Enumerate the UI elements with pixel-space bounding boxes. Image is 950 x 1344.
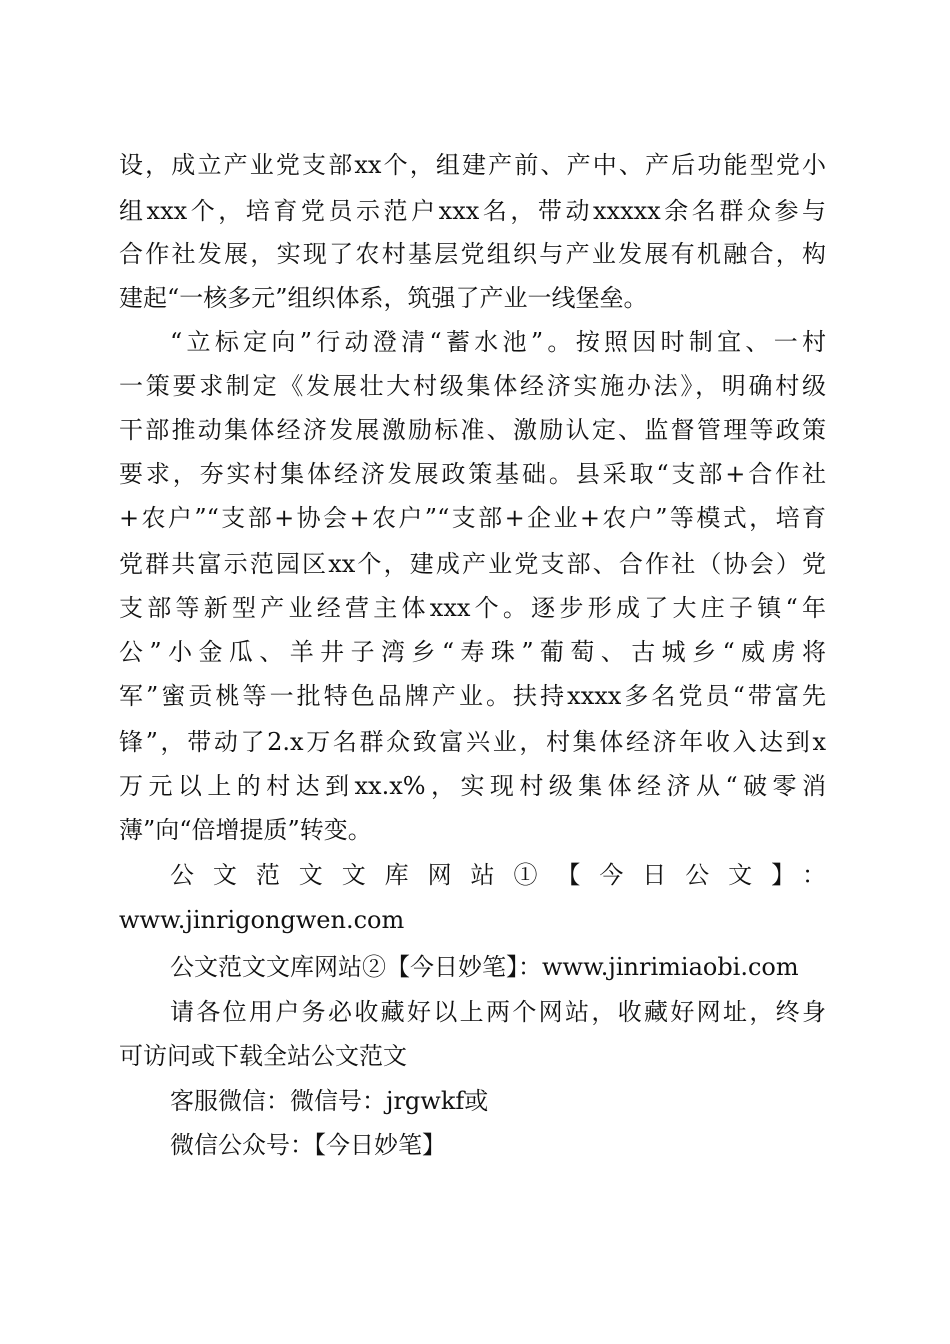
- paragraph-1-line-2: 组xxx个，培育党员示范户xxx名，带动xxxxx余名群众参与: [119, 197, 826, 225]
- paragraph-2-line-3: 干部推动集体经济发展激励标准、激励认定、监督管理等政策: [119, 416, 826, 444]
- paragraph-2-line-7: 支部等新型产业经营主体xxx个。逐步形成了大庄子镇“年: [119, 594, 826, 622]
- notice-line-2: 可访问或下载全站公文范文: [119, 1042, 407, 1070]
- paragraph-1-line-1: 设，成立产业党支部xx个，组建产前、产中、产后功能型党小: [119, 151, 826, 179]
- paragraph-2-line-6: 党群共富示范园区xx个，建成产业党支部、合作社（协会）党: [119, 550, 826, 578]
- paragraph-1-line-4: 建起“一核多元”组织体系，筑强了产业一线堡垒。: [119, 284, 648, 312]
- paragraph-2-line-10: 锋”，带动了2.x万名群众致富兴业，村集体经济年收入达到x: [119, 728, 826, 756]
- website-2-line: 公文范文文库网站②【今日妙笔】：www.jinrimiaobi.com: [170, 953, 799, 981]
- paragraph-2-line-1: “立标定向”行动澄清“蓄水池”。按照因时制宜、一村: [170, 328, 826, 356]
- paragraph-2-line-2: 一策要求制定《发展壮大村级集体经济实施办法》，明确村级: [119, 372, 826, 400]
- notice-line-1: 请各位用户务必收藏好以上两个网站，收藏好网址，终身: [170, 998, 826, 1026]
- wechat-official-account: 微信公众号：【今日妙笔】: [170, 1131, 446, 1159]
- website-1-label: 公文范文文库网站①【今日公文】：: [170, 861, 826, 889]
- paragraph-2-line-8: 公”小金瓜、羊井子湾乡“寿珠”葡萄、古城乡“威虏将: [119, 638, 826, 666]
- paragraph-1-line-3: 合作社发展，实现了农村基层党组织与产业发展有机融合，构: [119, 240, 826, 268]
- paragraph-2-line-11: 万元以上的村达到xx.x%，实现村级集体经济从“破零消: [119, 772, 826, 800]
- paragraph-2-line-9: 军”蜜贡桃等一批特色品牌产业。扶持xxxx多名党员“带富先: [119, 682, 826, 710]
- paragraph-2-line-12: 薄”向“倍增提质”转变。: [119, 816, 372, 844]
- customer-service-wechat: 客服微信：微信号：jrgwkf或: [170, 1087, 489, 1115]
- website-1-url: www.jinrigongwen.com: [119, 906, 405, 934]
- paragraph-2-line-5: +农户”“支部+协会+农户”“支部+企业+农户”等模式，培育: [119, 504, 826, 532]
- paragraph-2-line-4: 要求，夯实村集体经济发展政策基础。县采取“支部+合作社: [119, 460, 826, 488]
